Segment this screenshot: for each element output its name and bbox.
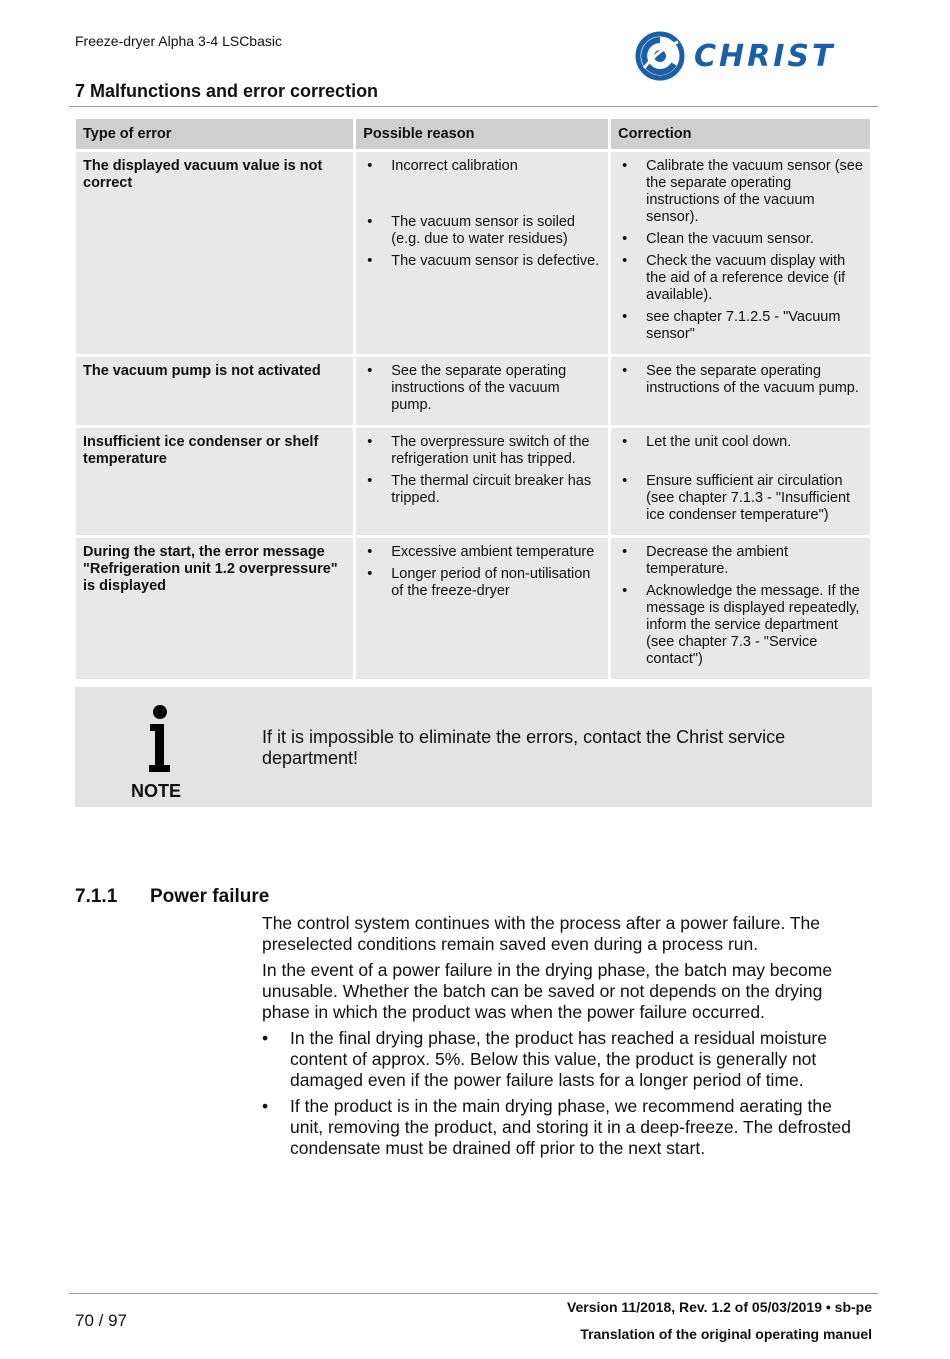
table-header-row (76, 119, 870, 149)
correction-cell (611, 152, 870, 354)
correction-cell (611, 428, 870, 535)
error-type-cell: The displayed vacuum value is not correct (76, 152, 353, 354)
info-icon (147, 705, 173, 773)
correction-item: • Clean the vacuum sensor. (618, 231, 863, 248)
column-header-correction: Correction (611, 119, 870, 149)
translation-note: Translation of the original operating manuel (580, 1326, 872, 1342)
header-divider (69, 106, 878, 107)
table-row (76, 357, 870, 425)
correction-item: • Let the unit cool down. (618, 434, 863, 451)
footer-divider (69, 1293, 878, 1294)
error-correction-table (73, 116, 873, 682)
reason-item: • The vacuum sensor is defective. (363, 253, 601, 270)
column-header-type: Type of error (76, 119, 353, 149)
reason-cell (356, 152, 608, 354)
correction-item: • see chapter 7.1.2.5 - "Vacuum sensor" (618, 309, 863, 343)
reason-item: • Excessive ambient temperature (363, 544, 601, 561)
note-label: NOTE (131, 781, 182, 801)
table-row (76, 538, 870, 679)
table-row (76, 152, 870, 354)
correction-cell (611, 357, 870, 425)
reason-cell (356, 538, 608, 679)
correction-item: • Ensure sufficient air circulation (see chapter 7.1.3 - "Insufficient ice condenser temperature") (618, 473, 863, 524)
correction-item: • Decrease the ambient temperature. (618, 544, 863, 578)
bullet-item: • In the final drying phase, the product has reached a residual moisture content of approx. 5%. Below this value, the product is generally not damaged even if the power failure lasts for a longer period of time. (262, 1028, 862, 1091)
error-type-cell: During the start, the error message "Refrigeration unit 1.2 overpressure" is displayed (76, 538, 353, 679)
correction-item: • See the separate operating instructions of the vacuum pump. (618, 363, 863, 397)
table-row (76, 428, 870, 535)
reason-item: • The vacuum sensor is soiled (e.g. due to water residues) (363, 214, 601, 248)
reason-item: • Incorrect calibration (363, 158, 601, 175)
section-body (262, 913, 862, 1164)
reason-cell (356, 357, 608, 425)
note-box (75, 687, 872, 807)
reason-item: • See the separate operating instructions of the vacuum pump. (363, 363, 601, 414)
correction-item: • Check the vacuum display with the aid of a reference device (if available). (618, 253, 863, 304)
reason-item: • Longer period of non-utilisation of the freeze-dryer (363, 566, 601, 600)
note-text: If it is impossible to eliminate the errors, contact the Christ service department! (262, 727, 786, 768)
reason-item: • The thermal circuit breaker has tripped. (363, 473, 601, 507)
correction-item: • Calibrate the vacuum sensor (see the separate operating instructions of the vacuum sensor). (618, 158, 863, 226)
error-type-cell: The vacuum pump is not activated (76, 357, 353, 425)
svg-text:CHRIST: CHRIST (694, 39, 836, 74)
version-info: Version 11/2018, Rev. 1.2 of 05/03/2019 • sb-pe (566, 1299, 872, 1315)
column-header-reason: Possible reason (356, 119, 608, 149)
reason-item: • The overpressure switch of the refrigeration unit has tripped. (363, 434, 601, 468)
page-number: 70 / 97 (75, 1311, 127, 1330)
bullet-item: • If the product is in the main drying phase, we recommend aerating the unit, removing the product, and storing it in a deep-freeze. The defrosted condensate must be drained off prior to the next start. (262, 1096, 862, 1159)
error-type-cell: Insufficient ice condenser or shelf temperature (76, 428, 353, 535)
chapter-title: 7 Malfunctions and error correction (75, 81, 379, 101)
correction-cell (611, 538, 870, 679)
section-title: Power failure (150, 886, 270, 907)
paragraph: In the event of a power failure in the drying phase, the batch may become unusable. Whether the batch can be saved or not depends on the drying phase in which the product was when the power failure occurred. (262, 960, 833, 1022)
document-title: Freeze-dryer Alpha 3-4 LSCbasic (75, 33, 282, 49)
correction-item: • Acknowledge the message. If the message is displayed repeatedly, inform the service department (see chapter 7.3 - "Service contact") (618, 583, 863, 668)
christ-logo (634, 28, 874, 84)
reason-cell (356, 428, 608, 535)
paragraph: The control system continues with the process after a power failure. The preselected conditions remain saved even during a process run. (262, 913, 821, 954)
section-number: 7.1.1 (75, 886, 118, 907)
